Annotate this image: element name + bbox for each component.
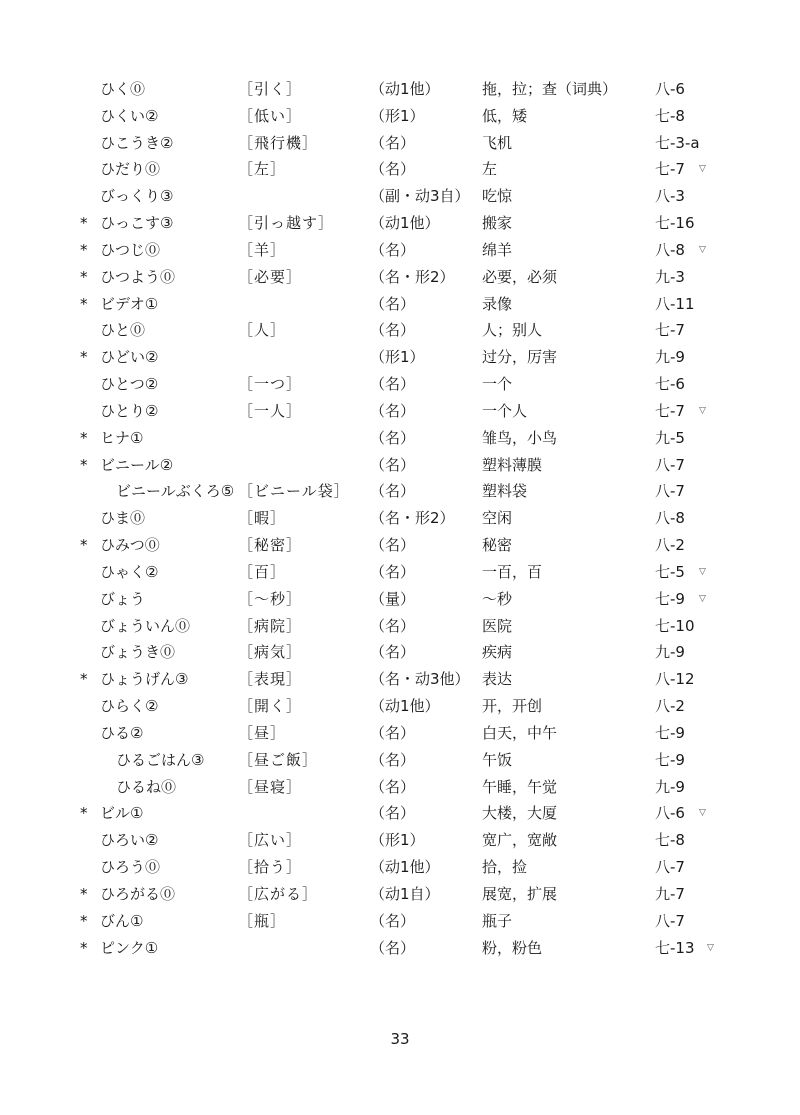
- vocab-entry-row: [0, 666, 800, 693]
- chinese-meaning: 空闲: [482, 509, 513, 528]
- lesson-reference: 八-2: [655, 536, 685, 555]
- lesson-reference: 八-8: [655, 509, 685, 528]
- chinese-meaning: 绵羊: [482, 240, 513, 259]
- chinese-meaning: 午睡，午觉: [482, 777, 558, 796]
- kana-reading: ひま⓪: [100, 509, 146, 528]
- kanji-writing: ［病気］: [238, 643, 303, 662]
- chinese-meaning: 展宽，扩展: [482, 884, 558, 903]
- vocab-entry-row: [0, 344, 800, 371]
- kana-reading: ひろう⓪: [100, 858, 161, 877]
- new-word-marker: *: [80, 267, 88, 286]
- chinese-meaning: 一个人: [482, 401, 528, 420]
- part-of-speech: （动1他）: [370, 697, 440, 716]
- kanji-writing: ［左］: [238, 160, 287, 179]
- part-of-speech: （名）: [370, 294, 416, 313]
- triangle-mark-icon: ▽: [699, 593, 706, 604]
- kana-reading: ひどい②: [100, 348, 159, 367]
- chinese-meaning: 塑料袋: [482, 482, 528, 501]
- vocab-entry-row: [0, 76, 800, 103]
- kana-reading: ひみつ⓪: [100, 536, 160, 555]
- vocab-entry-row: [0, 398, 800, 425]
- part-of-speech: （名・动3他）: [370, 670, 470, 689]
- part-of-speech: （名）: [370, 240, 416, 259]
- kanji-writing: ［昼ご飯］: [238, 750, 319, 769]
- chinese-meaning: 粉，粉色: [482, 938, 543, 957]
- vocab-entry-row: [0, 854, 800, 881]
- part-of-speech: （动1他）: [370, 80, 440, 98]
- vocab-entry-row: [0, 130, 800, 157]
- lesson-reference: 八-6: [655, 804, 685, 823]
- lesson-reference: 七-8: [655, 106, 685, 125]
- part-of-speech: （名・形2）: [370, 267, 455, 286]
- part-of-speech: （名）: [370, 160, 416, 179]
- kana-reading: ひつじ⓪: [100, 240, 161, 259]
- lesson-reference: 八-7: [655, 482, 685, 501]
- chinese-meaning: 白天，中午: [482, 723, 558, 742]
- lesson-reference: 九-9: [655, 777, 685, 796]
- vocab-entry-row: [0, 103, 800, 130]
- kana-reading: ビデオ①: [100, 294, 159, 313]
- chinese-meaning: 疾病: [482, 643, 513, 662]
- chinese-meaning: 吃惊: [482, 187, 513, 206]
- part-of-speech: （名）: [370, 375, 416, 394]
- lesson-reference: 九-3: [655, 267, 685, 286]
- lesson-reference: 九-9: [655, 643, 685, 662]
- vocabulary-list: [0, 76, 800, 961]
- kanji-writing: ［開く］: [238, 697, 303, 716]
- part-of-speech: （名）: [370, 133, 416, 152]
- lesson-reference: 七-6: [655, 375, 685, 394]
- vocab-entry-row: [0, 210, 800, 237]
- lesson-reference: 八-7: [655, 911, 685, 930]
- chinese-meaning: 一个: [482, 375, 513, 394]
- lesson-reference: 七-8: [655, 831, 685, 850]
- kanji-writing: ［表現］: [238, 670, 303, 689]
- kana-reading: ひる②: [100, 723, 144, 742]
- kana-reading: ビル①: [100, 804, 144, 823]
- vocab-entry-row: [0, 452, 800, 479]
- kana-reading: ひとつ②: [100, 375, 159, 394]
- kana-reading: ビニールぶくろ⑤: [116, 482, 235, 501]
- part-of-speech: （名）: [370, 482, 416, 501]
- lesson-reference: 七-9: [655, 589, 685, 608]
- kanji-writing: ［羊］: [238, 240, 287, 259]
- vocab-entry-row: [0, 156, 800, 183]
- vocab-entry-row: [0, 639, 800, 666]
- vocab-entry-row: [0, 747, 800, 774]
- part-of-speech: （动1他）: [370, 214, 440, 233]
- lesson-reference: 八-7: [655, 858, 685, 877]
- part-of-speech: （名）: [370, 321, 416, 340]
- lesson-reference: 七-7: [655, 160, 685, 179]
- new-word-marker: *: [80, 240, 88, 259]
- kanji-writing: ［昼寝］: [238, 777, 303, 796]
- triangle-mark-icon: ▽: [699, 808, 706, 819]
- vocab-entry-row: [0, 559, 800, 586]
- vocab-entry-row: [0, 881, 800, 908]
- lesson-reference: 八-3: [655, 187, 685, 206]
- vocab-entry-row: [0, 586, 800, 613]
- kana-reading: ひと⓪: [100, 321, 146, 340]
- lesson-reference: 九-7: [655, 884, 685, 903]
- kana-reading: びん①: [100, 911, 144, 930]
- lesson-reference: 八-7: [655, 455, 685, 474]
- chinese-meaning: 大楼，大厦: [482, 804, 558, 823]
- chinese-meaning: 一百，百: [482, 562, 543, 581]
- new-word-marker: *: [80, 348, 88, 367]
- kanji-writing: ［人］: [238, 321, 287, 340]
- vocab-entry-row: [0, 425, 800, 452]
- vocab-entry-row: [0, 183, 800, 210]
- kana-reading: ひらく②: [100, 697, 159, 716]
- lesson-reference: 七-5: [655, 562, 685, 581]
- vocab-entry-row: [0, 613, 800, 640]
- part-of-speech: （名）: [370, 428, 416, 447]
- chinese-meaning: 拾，捡: [482, 858, 528, 877]
- lesson-reference: 九-5: [655, 428, 685, 447]
- part-of-speech: （动1自）: [370, 884, 440, 903]
- kana-reading: ひるごはん③: [116, 750, 205, 769]
- kanji-writing: ［引っ越す］: [238, 214, 335, 233]
- lesson-reference: 八-2: [655, 697, 685, 716]
- kanji-writing: ［広がる］: [238, 884, 319, 903]
- lesson-reference: 七-9: [655, 723, 685, 742]
- kana-reading: ひっこす③: [100, 214, 174, 233]
- chinese-meaning: 雏鸟，小鸟: [482, 428, 558, 447]
- part-of-speech: （名）: [370, 643, 416, 662]
- part-of-speech: （形1）: [370, 831, 425, 850]
- kana-reading: ひだり⓪: [100, 160, 161, 179]
- kanji-writing: ［昼］: [238, 723, 287, 742]
- kana-reading: びょういん⓪: [100, 616, 191, 635]
- vocab-entry-row: [0, 291, 800, 318]
- kana-reading: ひくい②: [100, 106, 159, 125]
- lesson-reference: 八-6: [655, 80, 685, 98]
- kanji-writing: ［～秒］: [238, 589, 303, 608]
- part-of-speech: （名）: [370, 455, 416, 474]
- chinese-meaning: 过分，厉害: [482, 348, 558, 367]
- kanji-writing: ［低い］: [238, 106, 303, 125]
- chinese-meaning: 医院: [482, 616, 513, 635]
- vocab-entry-row: [0, 774, 800, 801]
- lesson-reference: 七-9: [655, 750, 685, 769]
- kana-reading: ひつよう⓪: [100, 267, 176, 286]
- lesson-reference: 八-8: [655, 240, 685, 259]
- part-of-speech: （名）: [370, 804, 416, 823]
- kanji-writing: ［一人］: [238, 401, 303, 420]
- kana-reading: ひょうげん③: [100, 670, 189, 689]
- lesson-reference: 八-11: [655, 294, 695, 313]
- new-word-marker: *: [80, 294, 88, 313]
- kana-reading: ひとり②: [100, 401, 159, 420]
- chinese-meaning: 飞机: [482, 133, 513, 152]
- kana-reading: びょう: [100, 589, 146, 608]
- lesson-reference: 七-16: [655, 214, 695, 233]
- chinese-meaning: 左: [482, 160, 498, 179]
- chinese-meaning: 录像: [482, 294, 513, 313]
- part-of-speech: （名）: [370, 750, 416, 769]
- kanji-writing: ［秘密］: [238, 536, 303, 555]
- vocab-entry-row: [0, 908, 800, 935]
- kana-reading: びょうき⓪: [100, 643, 176, 662]
- vocab-entry-row: [0, 800, 800, 827]
- triangle-mark-icon: ▽: [699, 566, 706, 577]
- kana-reading: ピンク①: [100, 938, 159, 957]
- vocab-entry-row: [0, 317, 800, 344]
- new-word-marker: *: [80, 214, 88, 233]
- kana-reading: びっくり③: [100, 187, 174, 206]
- kanji-writing: ［百］: [238, 562, 287, 581]
- kanji-writing: ［飛行機］: [238, 133, 319, 152]
- part-of-speech: （名）: [370, 536, 416, 555]
- chinese-meaning: 秘密: [482, 536, 513, 555]
- kanji-writing: ［広い］: [238, 831, 303, 850]
- lesson-reference: 八-12: [655, 670, 695, 689]
- lesson-reference: 七-13: [655, 938, 695, 957]
- kana-reading: ひろがる⓪: [100, 884, 176, 903]
- new-word-marker: *: [80, 804, 88, 823]
- chinese-meaning: 开，开创: [482, 697, 543, 716]
- kanji-writing: ［引く］: [238, 80, 303, 98]
- chinese-meaning: ～秒: [482, 589, 513, 608]
- kana-reading: ビニール②: [100, 455, 174, 474]
- vocab-entry-row: [0, 827, 800, 854]
- kana-reading: ひろい②: [100, 831, 159, 850]
- part-of-speech: （名）: [370, 723, 416, 742]
- part-of-speech: （副・动3自）: [370, 187, 470, 206]
- new-word-marker: *: [80, 911, 88, 930]
- part-of-speech: （动1他）: [370, 858, 440, 877]
- vocab-entry-row: [0, 371, 800, 398]
- part-of-speech: （名・形2）: [370, 509, 455, 528]
- new-word-marker: *: [80, 455, 88, 474]
- new-word-marker: *: [80, 428, 88, 447]
- triangle-mark-icon: ▽: [699, 164, 706, 175]
- kanji-writing: ［一つ］: [238, 375, 303, 394]
- chinese-meaning: 宽广，宽敞: [482, 831, 558, 850]
- lesson-reference: 七-10: [655, 616, 695, 635]
- part-of-speech: （形1）: [370, 106, 425, 125]
- kanji-writing: ［瓶］: [238, 911, 287, 930]
- triangle-mark-icon: ▽: [699, 405, 706, 416]
- kana-reading: ひく⓪: [100, 80, 146, 98]
- part-of-speech: （名）: [370, 562, 416, 581]
- chinese-meaning: 表达: [482, 670, 513, 689]
- new-word-marker: *: [80, 938, 88, 957]
- kanji-writing: ［病院］: [238, 616, 303, 635]
- vocab-entry-row: [0, 935, 800, 962]
- page-number: 33: [390, 1030, 410, 1048]
- vocab-entry-row: [0, 478, 800, 505]
- kana-reading: ひゃく②: [100, 562, 159, 581]
- part-of-speech: （量）: [370, 589, 416, 608]
- part-of-speech: （名）: [370, 938, 416, 957]
- vocab-entry-row: [0, 264, 800, 291]
- part-of-speech: （形1）: [370, 348, 425, 367]
- chinese-meaning: 瓶子: [482, 911, 513, 930]
- kanji-writing: ［ビニール袋］: [238, 482, 350, 501]
- kanji-writing: ［必要］: [238, 267, 303, 286]
- chinese-meaning: 必要，必须: [482, 267, 558, 286]
- part-of-speech: （名）: [370, 911, 416, 930]
- lesson-reference: 七-7: [655, 321, 685, 340]
- chinese-meaning: 拖，拉；查（词典）: [482, 80, 618, 98]
- chinese-meaning: 塑料薄膜: [482, 455, 543, 474]
- lesson-reference: 七-3-a: [655, 133, 700, 152]
- lesson-reference: 七-7: [655, 401, 685, 420]
- vocab-entry-row: [0, 720, 800, 747]
- kana-reading: ひこうき②: [100, 133, 174, 152]
- new-word-marker: *: [80, 884, 88, 903]
- vocab-entry-row: [0, 237, 800, 264]
- kanji-writing: ［拾う］: [238, 858, 303, 877]
- chinese-meaning: 搬家: [482, 214, 513, 233]
- chinese-meaning: 午饭: [482, 750, 513, 769]
- kana-reading: ヒナ①: [100, 428, 144, 447]
- vocab-entry-row: [0, 505, 800, 532]
- triangle-mark-icon: ▽: [707, 942, 714, 953]
- kana-reading: ひるね⓪: [116, 777, 177, 796]
- chinese-meaning: 人；别人: [482, 321, 543, 340]
- vocab-entry-row: [0, 532, 800, 559]
- triangle-mark-icon: ▽: [699, 244, 706, 255]
- new-word-marker: *: [80, 670, 88, 689]
- lesson-reference: 九-9: [655, 348, 685, 367]
- chinese-meaning: 低，矮: [482, 106, 528, 125]
- new-word-marker: *: [80, 536, 88, 555]
- part-of-speech: （名）: [370, 616, 416, 635]
- kanji-writing: ［暇］: [238, 509, 287, 528]
- part-of-speech: （名）: [370, 777, 416, 796]
- part-of-speech: （名）: [370, 401, 416, 420]
- vocab-entry-row: [0, 693, 800, 720]
